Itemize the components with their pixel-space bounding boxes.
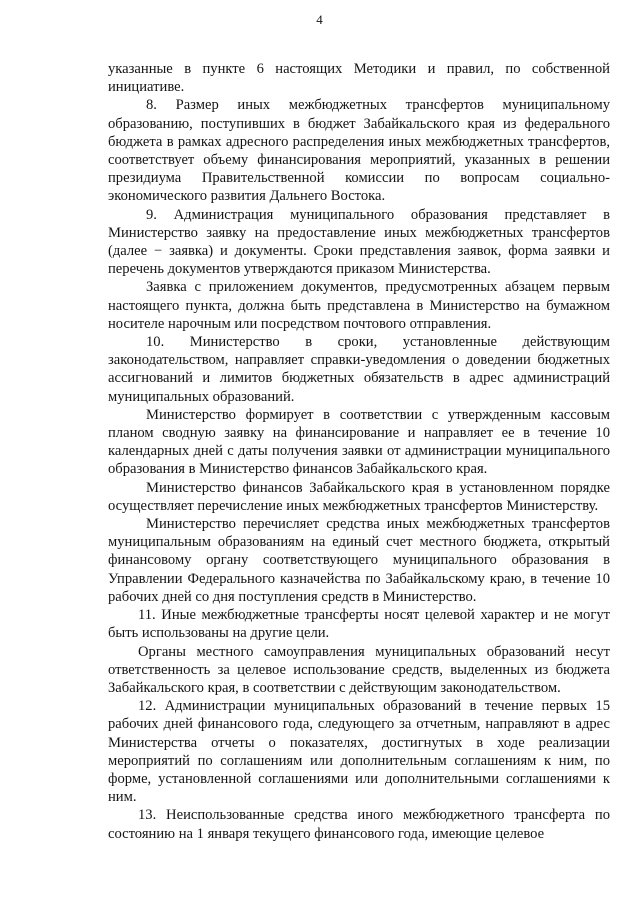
paragraph: указанные в пункте 6 настоящих Методики и правил, по собственной инициативе. — [108, 61, 610, 96]
paragraph: 9. Администрация муниципального образования представляет в Министерство заявку на предоставление иных межбюджетных трансфертов (далее − заявка) и документы. Сроки представления заявок, форма заявки и перечень документов утверждаются приказом Министерства. — [108, 206, 610, 278]
paragraph: 10. Министерство в сроки, установленные действующим законодательством, направляет справки-уведомления о доведении бюджетных ассигнований и лимитов бюджетных обязательств в адрес администраций муниципальных образований. — [108, 334, 610, 405]
paragraph: 12. Администрации муниципальных образований в течение первых 15 рабочих дней финансового года, следующего за отчетным, направляют в адрес Министерства отчеты о показателях, достигнутых в ходе реализации мероприятий по соглашениям или дополнительным соглашениям к ним, по форме, установленной соглашениями или дополнительными соглашениями к ним. — [108, 698, 610, 806]
paragraph: 11. Иные межбюджетные трансферты носят целевой характер и не могут быть использованы на другие цели. — [108, 607, 610, 642]
paragraph: 8. Размер иных межбюджетных трансфертов муниципальному образованию, поступивших в бюджет Забайкальского края из федерального бюджета в рамках адресного распределения иных межбюджетных трансфертов, соответствует объему финансирования мероприятий, указанных в решении президиума Правительственной комиссии по вопросам социально-экономического развития Дальнего Востока. — [108, 97, 610, 205]
paragraph: Министерство перечисляет средства иных межбюджетных трансфертов муниципальным образованиям на единый счет местного бюджета, открытый финансовому органу соответствующего муниципального образования в Управлении Федерального казначейства по Забайкальскому краю, в течение 10 рабочих дней со дня поступления средств в Министерство. — [108, 516, 610, 605]
paragraph: Заявка с приложением документов, предусмотренных абзацем первым настоящего пункта, должна быть представлена в Министерство на бумажном носителе нарочным или посредством почтового отправления. — [108, 279, 610, 332]
page-number: 4 — [316, 12, 323, 27]
document-body — [108, 60, 610, 843]
paragraph: Министерство формирует в соответствии с утвержденным кассовым планом сводную заявку на финансирование и направляет ее в течение 10 календарных дней с даты получения заявки от администрации муниципального образования в Министерство финансов Забайкальского края. — [108, 406, 610, 478]
paragraph: Органы местного самоуправления муниципальных образований несут ответственность за целевое использование средств, выделенных из бюджета Забайкальского края, в соответствии с действующим законодательством. — [108, 643, 610, 696]
paragraph: Министерство финансов Забайкальского края в установленном порядке осуществляет перечисление иных межбюджетных трансфертов Министерству. — [108, 479, 610, 514]
paragraph: 13. Неиспользованные средства иного межбюджетного трансферта по состоянию на 1 января текущего финансового года, имеющие целевое — [108, 807, 610, 842]
